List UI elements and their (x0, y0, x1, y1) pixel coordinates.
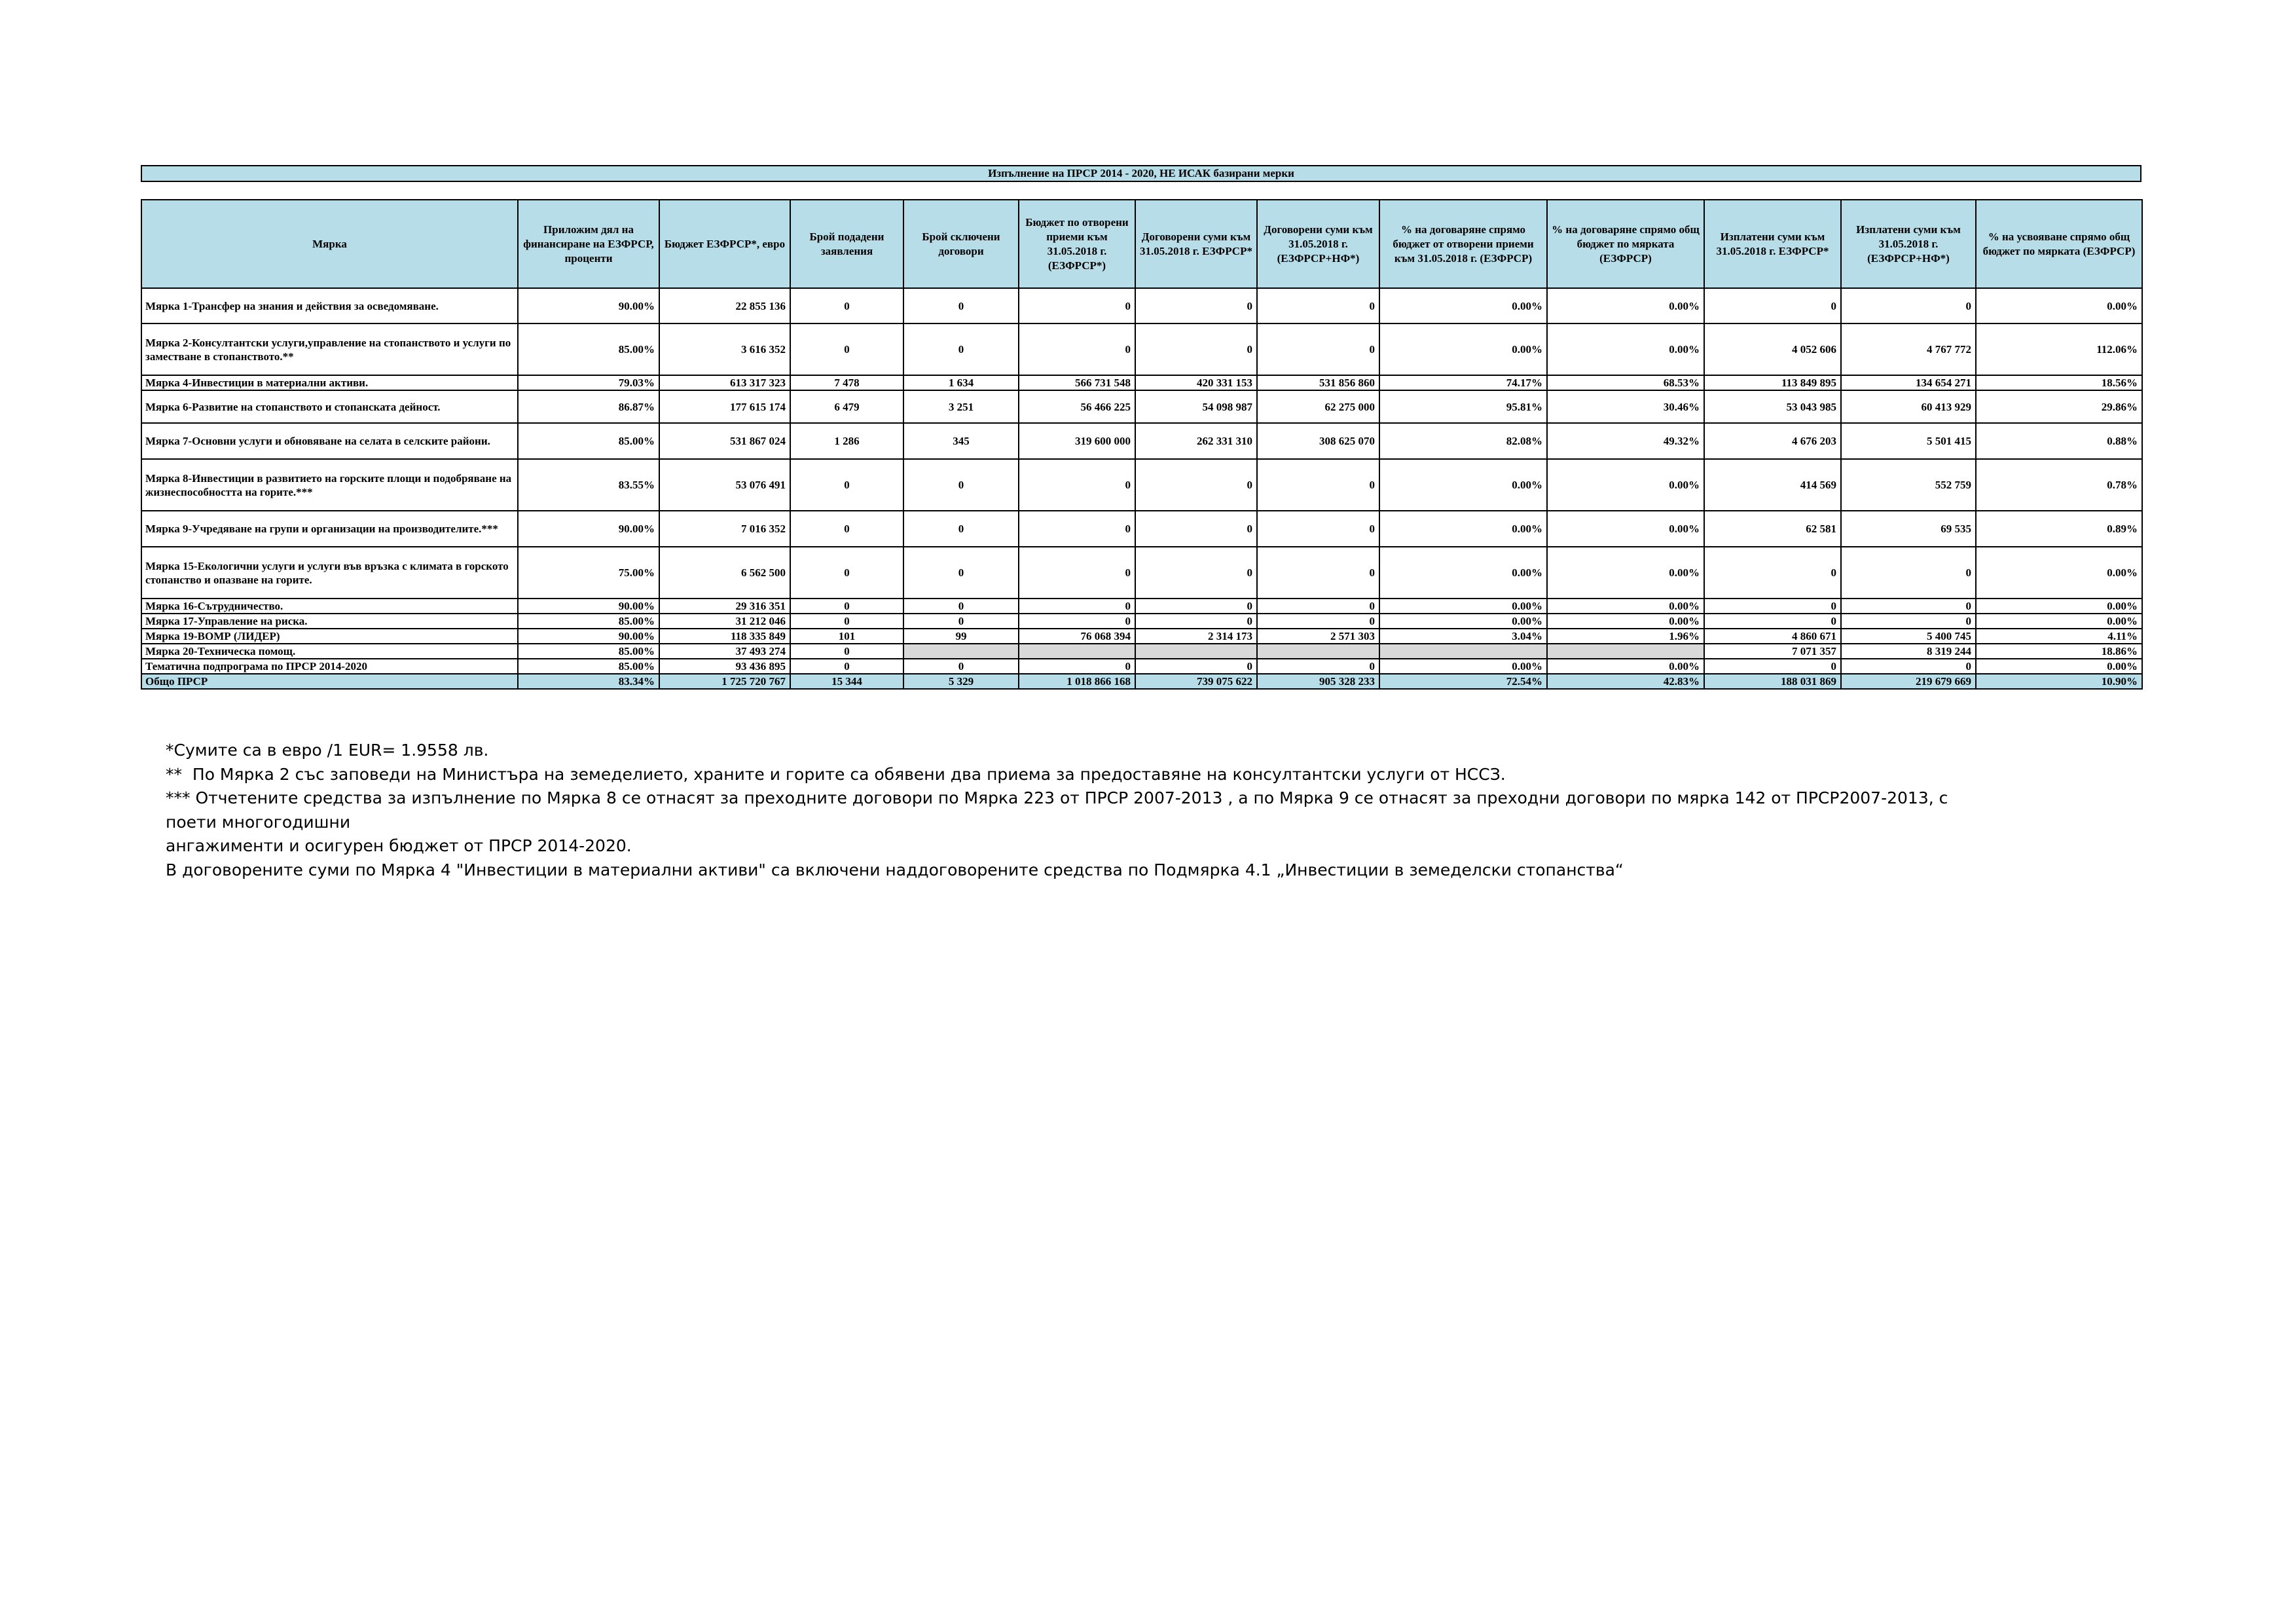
table-cell: 1 725 720 767 (659, 674, 790, 689)
table-cell: 112.06% (1976, 323, 2142, 375)
table-row (141, 614, 2142, 629)
table-cell: 0.00% (1547, 599, 1704, 614)
table-cell: 0.00% (1379, 599, 1547, 614)
table-cell: 0 (790, 614, 903, 629)
footnotes (166, 739, 1999, 882)
table-cell: 85.00% (518, 423, 659, 459)
table-cell: 18.56% (1976, 375, 2142, 390)
table-cell: 0.89% (1976, 511, 2142, 547)
measure-name: Мярка 15-Екологични услуги и услуги във връзка с климата в горското стопанство и опазване на горите. (141, 547, 518, 599)
table-cell: 0 (1019, 323, 1135, 375)
table-cell: 0.00% (1547, 614, 1704, 629)
table-cell: 30.46% (1547, 390, 1704, 423)
measure-name: Мярка 17-Управление на риска. (141, 614, 518, 629)
table-cell: 0 (1704, 547, 1841, 599)
table-cell: 613 317 323 (659, 375, 790, 390)
measure-name: Мярка 1-Трансфер на знания и действия за осведомяване. (141, 288, 518, 323)
report-title: Изпълнение на ПРСР 2014 - 2020, НЕ ИСАК базирани мерки (141, 165, 2141, 182)
table-cell: 0.00% (1976, 599, 2142, 614)
table-cell: 1.96% (1547, 629, 1704, 644)
table-cell: 82.08% (1379, 423, 1547, 459)
table-cell: 0 (903, 511, 1019, 547)
table-cell: 0 (1841, 288, 1976, 323)
table-cell: 74.17% (1379, 375, 1547, 390)
table-row (141, 323, 2142, 375)
table-cell: 177 615 174 (659, 390, 790, 423)
table-cell: 0 (1135, 614, 1257, 629)
table-cell: 0 (1135, 547, 1257, 599)
measure-name: Тематична подпрограма по ПРСР 2014-2020 (141, 659, 518, 674)
table-cell: 8 319 244 (1841, 644, 1976, 659)
table-cell: 95.81% (1379, 390, 1547, 423)
table-row (141, 599, 2142, 614)
table-cell: 219 679 669 (1841, 674, 1976, 689)
table-cell (1019, 644, 1135, 659)
table-cell: 62 275 000 (1257, 390, 1379, 423)
table-cell: 90.00% (518, 629, 659, 644)
table-cell: 0 (1257, 614, 1379, 629)
table-cell (1547, 644, 1704, 659)
table-cell: 15 344 (790, 674, 903, 689)
table-cell: 7 478 (790, 375, 903, 390)
table-cell: 0 (1841, 614, 1976, 629)
footnote: ангажименти и осигурен бюджет от ПРСР 2014-2020. (166, 836, 632, 855)
table-cell: 37 493 274 (659, 644, 790, 659)
table-cell: 0 (1019, 599, 1135, 614)
table-cell: 85.00% (518, 323, 659, 375)
table-cell: 0 (1257, 288, 1379, 323)
table-cell (903, 644, 1019, 659)
table-cell (1379, 644, 1547, 659)
table-cell: 0.88% (1976, 423, 2142, 459)
table-cell: 0 (903, 547, 1019, 599)
table-cell: 93 436 895 (659, 659, 790, 674)
table-cell: 0.00% (1379, 459, 1547, 511)
footnote: *Сумите са в евро /1 EUR= 1.9558 лв. (166, 741, 489, 760)
table-cell: 76 068 394 (1019, 629, 1135, 644)
table-cell: 0 (1019, 547, 1135, 599)
table-cell: 0 (1257, 659, 1379, 674)
column-header: % на договаряне спрямо бюджет от отворени приеми към 31.05.2018 г. (ЕЗФРСР) (1379, 200, 1547, 288)
table-cell: 5 501 415 (1841, 423, 1976, 459)
table-cell: 85.00% (518, 644, 659, 659)
table-cell: 10.90% (1976, 674, 2142, 689)
measure-name: Мярка 6-Развитие на стопанството и стопанската дейност. (141, 390, 518, 423)
table-cell: 4.11% (1976, 629, 2142, 644)
table-cell: 0.00% (1379, 659, 1547, 674)
measure-name: Мярка 4-Инвестиции в материални активи. (141, 375, 518, 390)
table-cell: 53 043 985 (1704, 390, 1841, 423)
measure-name: Мярка 7-Основни услуги и обновяване на селата в селските райони. (141, 423, 518, 459)
table-cell: 0 (790, 459, 903, 511)
table-cell: 90.00% (518, 511, 659, 547)
table-cell: 7 016 352 (659, 511, 790, 547)
table-cell: 134 654 271 (1841, 375, 1976, 390)
column-header: Приложим дял на финансиране на ЕЗФРСР, проценти (518, 200, 659, 288)
table-cell: 0 (1704, 599, 1841, 614)
table-cell (1135, 644, 1257, 659)
table-cell: 86.87% (518, 390, 659, 423)
table-cell: 31 212 046 (659, 614, 790, 629)
table-cell: 49.32% (1547, 423, 1704, 459)
table-cell: 0 (903, 459, 1019, 511)
table-cell: 0 (790, 323, 903, 375)
table-cell: 5 400 745 (1841, 629, 1976, 644)
table-row (141, 659, 2142, 674)
table-cell: 0 (790, 511, 903, 547)
column-header: Изплатени суми към 31.05.2018 г. (ЕЗФРСР+НФ*) (1841, 200, 1976, 288)
table-cell: 4 767 772 (1841, 323, 1976, 375)
table-cell: 0 (1135, 288, 1257, 323)
table-cell: 0 (1257, 511, 1379, 547)
table-cell: 5 329 (903, 674, 1019, 689)
table-row (141, 288, 2142, 323)
table-cell: 0 (790, 644, 903, 659)
table-cell: 56 466 225 (1019, 390, 1135, 423)
table-cell: 29.86% (1976, 390, 2142, 423)
table-cell: 3.04% (1379, 629, 1547, 644)
table-cell: 2 571 303 (1257, 629, 1379, 644)
measure-name: Мярка 19-ВОМР (ЛИДЕР) (141, 629, 518, 644)
table-cell: 2 314 173 (1135, 629, 1257, 644)
table-cell: 0.00% (1547, 323, 1704, 375)
table-row (141, 390, 2142, 423)
table-cell: 552 759 (1841, 459, 1976, 511)
table-cell: 188 031 869 (1704, 674, 1841, 689)
table-cell: 18.86% (1976, 644, 2142, 659)
table-cell: 6 479 (790, 390, 903, 423)
table-cell: 75.00% (518, 547, 659, 599)
table-cell: 414 569 (1704, 459, 1841, 511)
table-cell: 0.00% (1976, 288, 2142, 323)
table-cell: 0 (790, 288, 903, 323)
table-cell: 3 616 352 (659, 323, 790, 375)
measure-name: Мярка 9-Учредяване на групи и организации на производителите.*** (141, 511, 518, 547)
table-cell: 0 (903, 288, 1019, 323)
table-cell: 0 (1841, 547, 1976, 599)
table-cell: 531 867 024 (659, 423, 790, 459)
table-row (141, 547, 2142, 599)
table-cell: 0 (903, 659, 1019, 674)
table-row (141, 644, 2142, 659)
table-cell: 0 (1841, 659, 1976, 674)
measure-name: Мярка 20-Техническа помощ. (141, 644, 518, 659)
measure-name: Мярка 16-Сътрудничество. (141, 599, 518, 614)
table-cell: 0.00% (1547, 547, 1704, 599)
table-cell: 0 (903, 323, 1019, 375)
table-cell: 0 (1019, 614, 1135, 629)
table-cell: 0 (903, 614, 1019, 629)
table-cell: 4 676 203 (1704, 423, 1841, 459)
table-cell: 29 316 351 (659, 599, 790, 614)
table-cell: 72.54% (1379, 674, 1547, 689)
table-cell: 0.00% (1976, 614, 2142, 629)
column-header: % на договаряне спрямо общ бюджет по мярката (ЕЗФРСР) (1547, 200, 1704, 288)
table-cell: 0 (1704, 288, 1841, 323)
table-cell: 83.34% (518, 674, 659, 689)
table-cell: 0 (1841, 599, 1976, 614)
table-cell: 0.00% (1379, 511, 1547, 547)
column-header: Брой подадени заявления (790, 200, 903, 288)
table-cell: 0 (1019, 659, 1135, 674)
table-cell: 0 (790, 599, 903, 614)
table-cell: 1 286 (790, 423, 903, 459)
measures-table (141, 199, 2143, 690)
column-header: Договорени суми към 31.05.2018 г. ЕЗФРСР* (1135, 200, 1257, 288)
table-cell: 0.00% (1547, 288, 1704, 323)
table-header-row (141, 200, 2142, 288)
table-cell: 0 (1257, 547, 1379, 599)
table-cell: 0.00% (1547, 511, 1704, 547)
table-cell: 85.00% (518, 614, 659, 629)
table-cell: 0.00% (1547, 459, 1704, 511)
table-cell: 0 (1704, 614, 1841, 629)
table-cell: 85.00% (518, 659, 659, 674)
footnote: *** Отчетените средства за изпълнение по Мярка 8 се отнасят за преходните договори по Мярка 223 от ПРСР 2007-2013 , а по Мярка 9 се отнасят за преходни договори по мярка 142 от ПРСР2007-2013, с поети многогодишни (166, 788, 1954, 832)
table-cell: 0.00% (1379, 547, 1547, 599)
table-cell: 101 (790, 629, 903, 644)
column-header: % на усвояване спрямо общ бюджет по мярката (ЕЗФРСР) (1976, 200, 2142, 288)
table-cell: 0 (1135, 459, 1257, 511)
table-cell: 0.00% (1379, 323, 1547, 375)
table-cell: 0 (1019, 459, 1135, 511)
table-cell: 0 (1704, 659, 1841, 674)
table-cell: 1 634 (903, 375, 1019, 390)
table-cell: 79.03% (518, 375, 659, 390)
measure-name: Мярка 8-Инвестиции в развитието на горските площи и подобряване на жизнеспособността на горите.*** (141, 459, 518, 511)
table-cell: 420 331 153 (1135, 375, 1257, 390)
table-cell: 0 (1019, 288, 1135, 323)
total-row (141, 674, 2142, 689)
table-cell: 7 071 357 (1704, 644, 1841, 659)
table-cell: 0.78% (1976, 459, 2142, 511)
table-cell: 739 075 622 (1135, 674, 1257, 689)
table-cell: 118 335 849 (659, 629, 790, 644)
table-cell: 22 855 136 (659, 288, 790, 323)
table-cell: 54 098 987 (1135, 390, 1257, 423)
column-header: Брой сключени договори (903, 200, 1019, 288)
table-cell: 345 (903, 423, 1019, 459)
table-cell (1257, 644, 1379, 659)
table-cell: 0 (1257, 459, 1379, 511)
column-header: Мярка (141, 200, 518, 288)
table-cell: 308 625 070 (1257, 423, 1379, 459)
table-cell: 0.00% (1547, 659, 1704, 674)
table-cell: 905 328 233 (1257, 674, 1379, 689)
table-row (141, 375, 2142, 390)
table-cell: 566 731 548 (1019, 375, 1135, 390)
table-cell: 6 562 500 (659, 547, 790, 599)
column-header: Договорени суми към 31.05.2018 г. (ЕЗФРСР+НФ*) (1257, 200, 1379, 288)
table-cell: 69 535 (1841, 511, 1976, 547)
table-cell: 0 (1135, 511, 1257, 547)
table-cell: 90.00% (518, 288, 659, 323)
table-cell: 4 860 671 (1704, 629, 1841, 644)
table-cell: 0 (903, 599, 1019, 614)
table-cell: 0 (1135, 323, 1257, 375)
table-cell: 262 331 310 (1135, 423, 1257, 459)
table-cell: 0.00% (1976, 659, 2142, 674)
table-cell: 53 076 491 (659, 459, 790, 511)
table-cell: 1 018 866 168 (1019, 674, 1135, 689)
table-cell: 42.83% (1547, 674, 1704, 689)
measure-name: Мярка 2-Консултантски услуги,управление на стопанството и услуги по заместване в стопанството.** (141, 323, 518, 375)
table-cell: 319 600 000 (1019, 423, 1135, 459)
table-cell: 0 (1257, 323, 1379, 375)
column-header: Бюджет ЕЗФРСР*, евро (659, 200, 790, 288)
table-cell: 0.00% (1379, 288, 1547, 323)
table-row (141, 511, 2142, 547)
table-row (141, 629, 2142, 644)
table-cell: 0 (1135, 659, 1257, 674)
table-cell: 0 (1019, 511, 1135, 547)
footnote: ** По Мярка 2 със заповеди на Министъра на земеделието, храните и горите са обявени два приема за предоставяне на консултантски услуги от НССЗ. (166, 764, 1506, 784)
table-cell: 90.00% (518, 599, 659, 614)
table-cell: 531 856 860 (1257, 375, 1379, 390)
table-cell: 68.53% (1547, 375, 1704, 390)
column-header: Изплатени суми към 31.05.2018 г. ЕЗФРСР* (1704, 200, 1841, 288)
table-row (141, 459, 2142, 511)
table-cell: 3 251 (903, 390, 1019, 423)
table-row (141, 423, 2142, 459)
column-header: Бюджет по отворени приеми към 31.05.2018 г. (ЕЗФРСР*) (1019, 200, 1135, 288)
table-cell: 0 (1257, 599, 1379, 614)
table-cell: 0 (790, 547, 903, 599)
table-cell: 62 581 (1704, 511, 1841, 547)
table-cell: 0 (1135, 599, 1257, 614)
table-cell: 4 052 606 (1704, 323, 1841, 375)
table-cell: 83.55% (518, 459, 659, 511)
table-cell: 0.00% (1976, 547, 2142, 599)
table-cell: 0.00% (1379, 614, 1547, 629)
footnote: В договорените суми по Мярка 4 "Инвестиции в материални активи" са включени наддоговорените средства по Подмярка 4.1 „Инвестиции в земеделски стопанства“ (166, 860, 1624, 879)
table-cell: 99 (903, 629, 1019, 644)
measure-name: Общо ПРСР (141, 674, 518, 689)
table-cell: 113 849 895 (1704, 375, 1841, 390)
table-cell: 60 413 929 (1841, 390, 1976, 423)
table-cell: 0 (790, 659, 903, 674)
